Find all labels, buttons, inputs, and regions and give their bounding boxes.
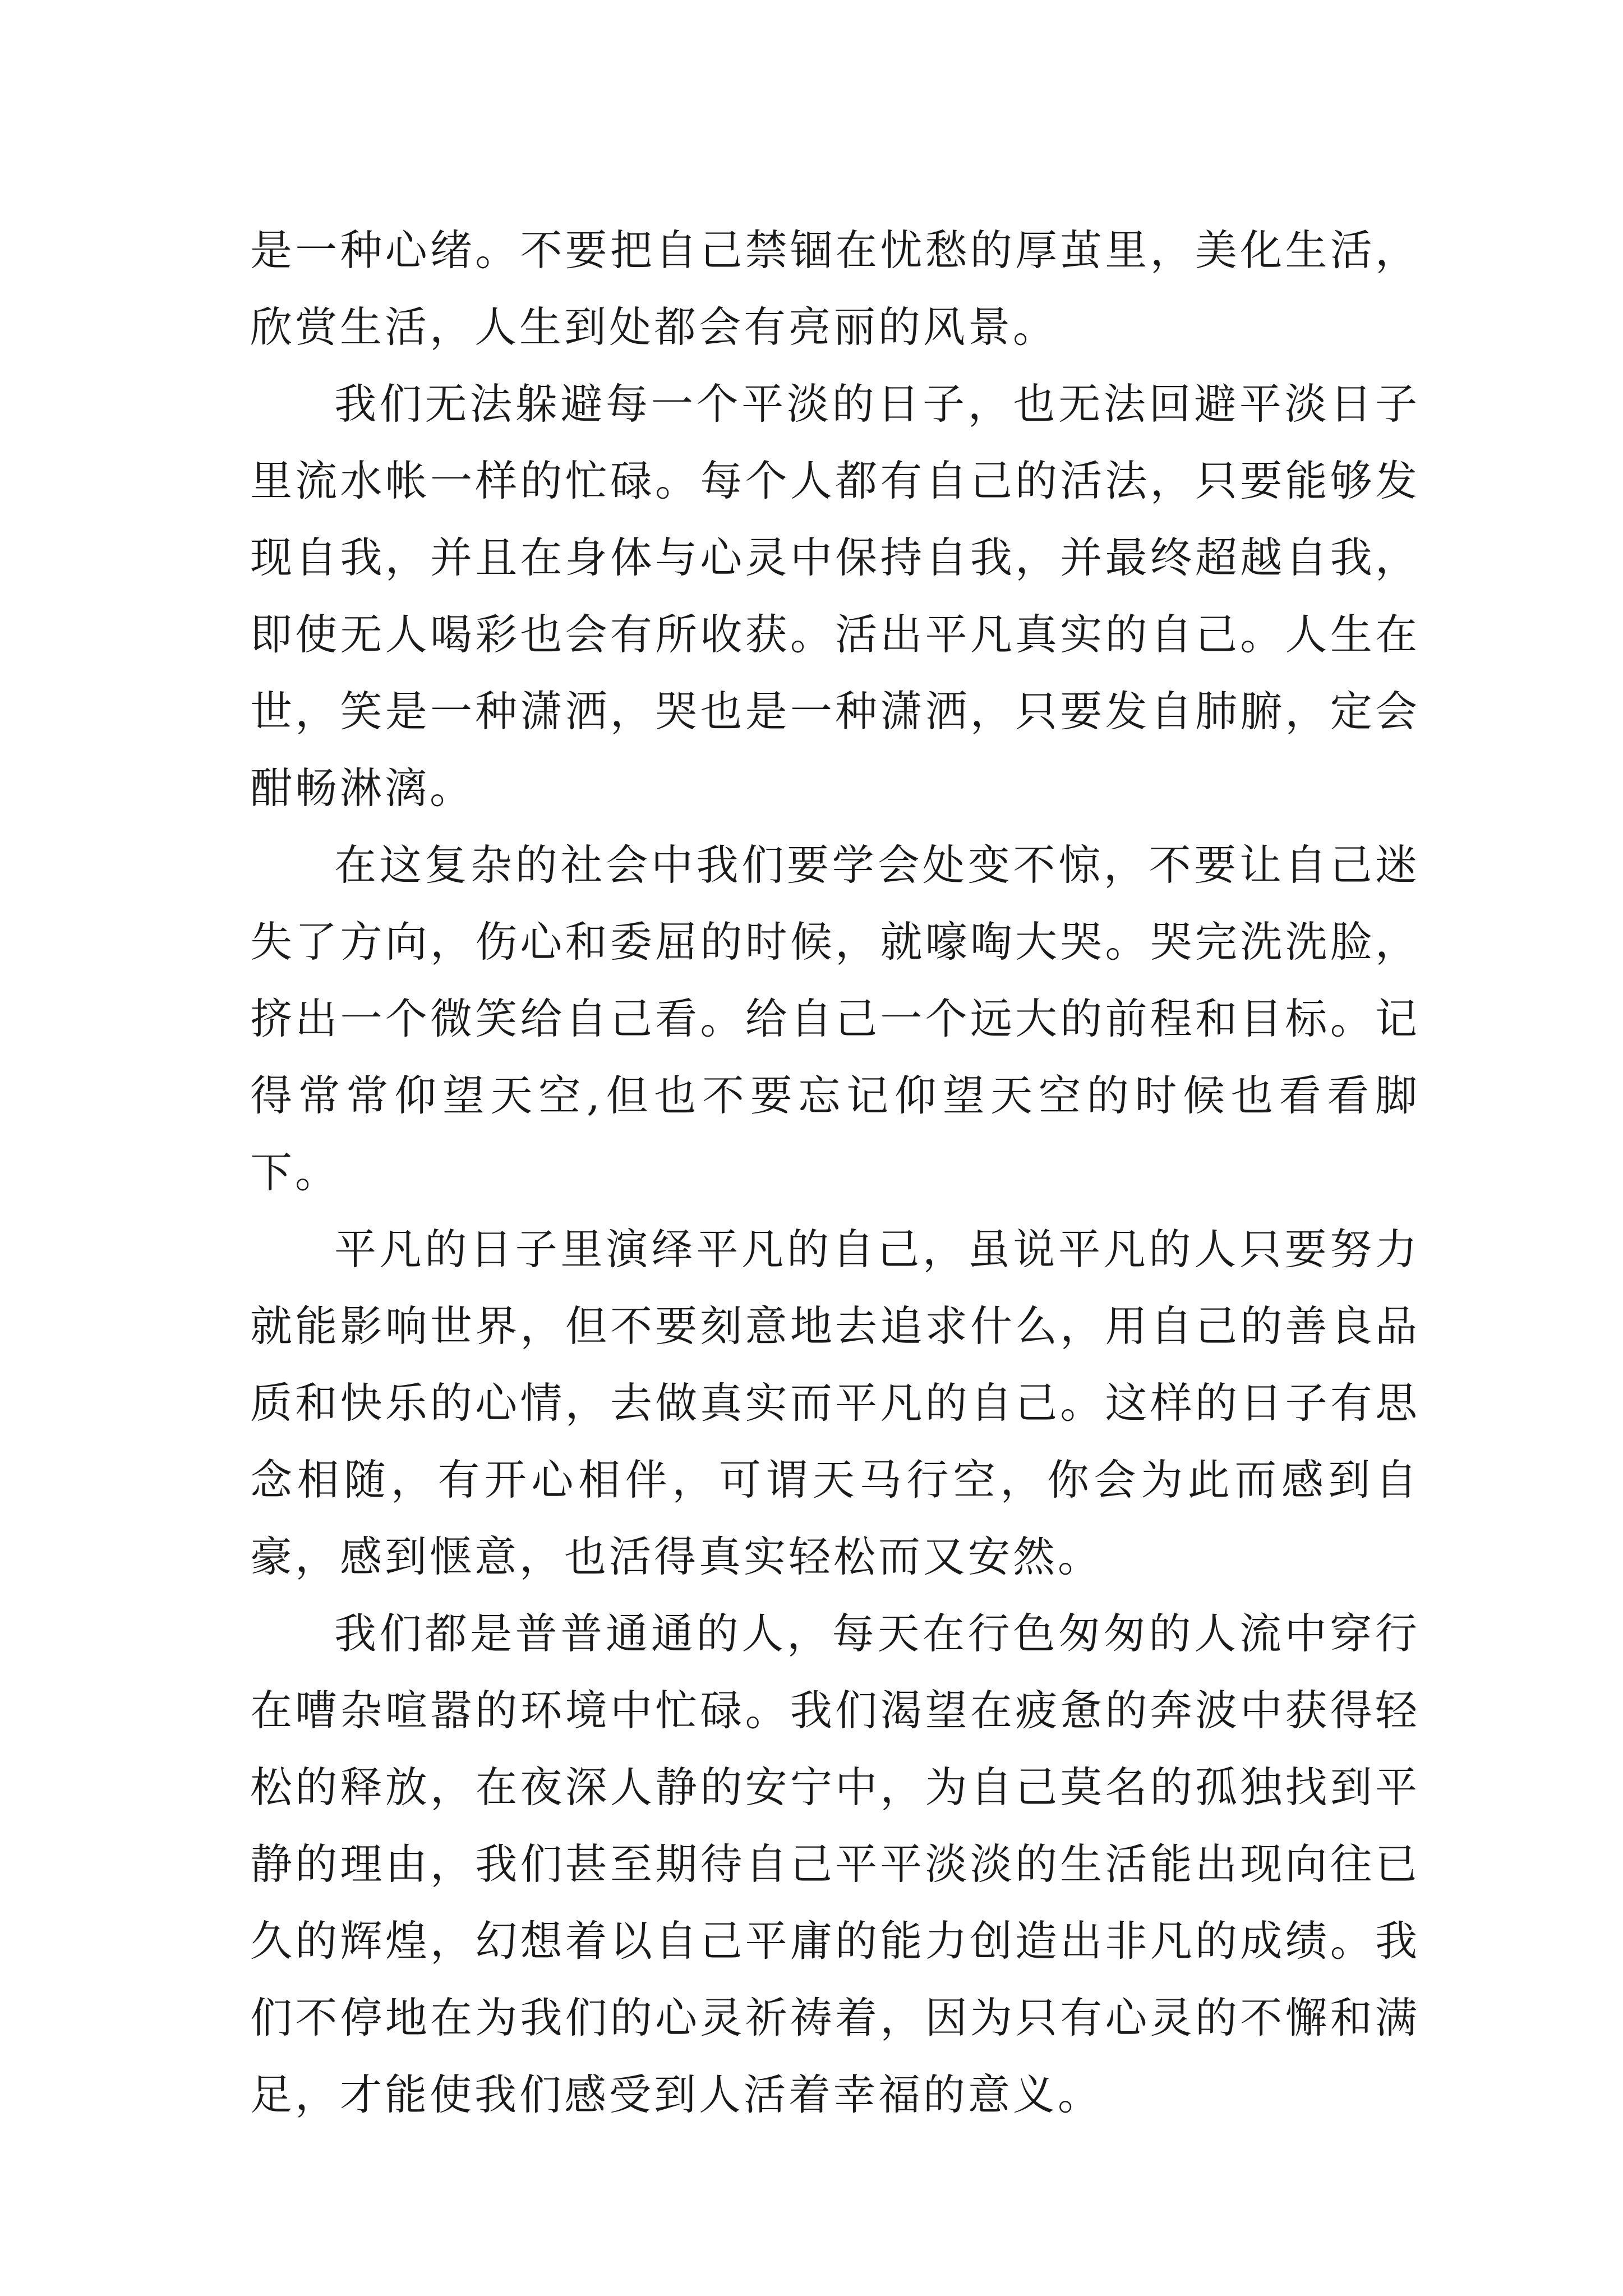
paragraph: 平凡的日子里演绎平凡的自己，虽说平凡的人只要努力就能影响世界，但不要刻意地去追求什么，用自己的善良品质和快乐的心情，去做真实而平凡的自己。这样的日子有思念相随，有开心相伴，可谓天马行空，你会为此而感到自豪，感到惬意，也活得真实轻松而又安然。 — [250, 1225, 1420, 1581]
paragraph: 在这复杂的社会中我们要学会处变不惊，不要让自己迷失了方向，伤心和委屈的时候，就嚎啕大哭。哭完洗洗脸，挤出一个微笑给自己看。给自己一个远大的前程和目标。记得常常仰望天空,但也不要忘记仰望天空的时候也看看脚下。 — [250, 840, 1420, 1197]
paragraph-continuation: 是一种心绪。不要把自己禁锢在忧愁的厚茧里，美化生活，欣赏生活，人生到处都会有亮丽的风景。 — [250, 226, 1420, 352]
paragraph: 我们都是普普通通的人，每天在行色匆匆的人流中穿行在嘈杂喧嚣的环境中忙碌。我们渴望在疲惫的奔波中获得轻松的释放，在夜深人静的安宁中，为自己莫名的孤独找到平静的理由，我们甚至期待自己平平淡淡的生活能出现向往已久的辉煌，幻想着以自己平庸的能力创造出非凡的成绩。我们不停地在为我们的心灵祈祷着，因为只有心灵的不懈和满足，才能使我们感受到人活着幸福的意义。 — [250, 1609, 1420, 2119]
paragraph: 我们无法躲避每一个平淡的日子，也无法回避平淡日子里流水帐一样的忙碌。每个人都有自己的活法，只要能够发现自我，并且在身体与心灵中保持自我，并最终超越自我，即使无人喝彩也会有所收获。活出平凡真实的自己。人生在世，笑是一种潇洒，哭也是一种潇洒，只要发自肺腑，定会酣畅淋漓。 — [250, 379, 1420, 813]
document-body — [250, 212, 1420, 2133]
